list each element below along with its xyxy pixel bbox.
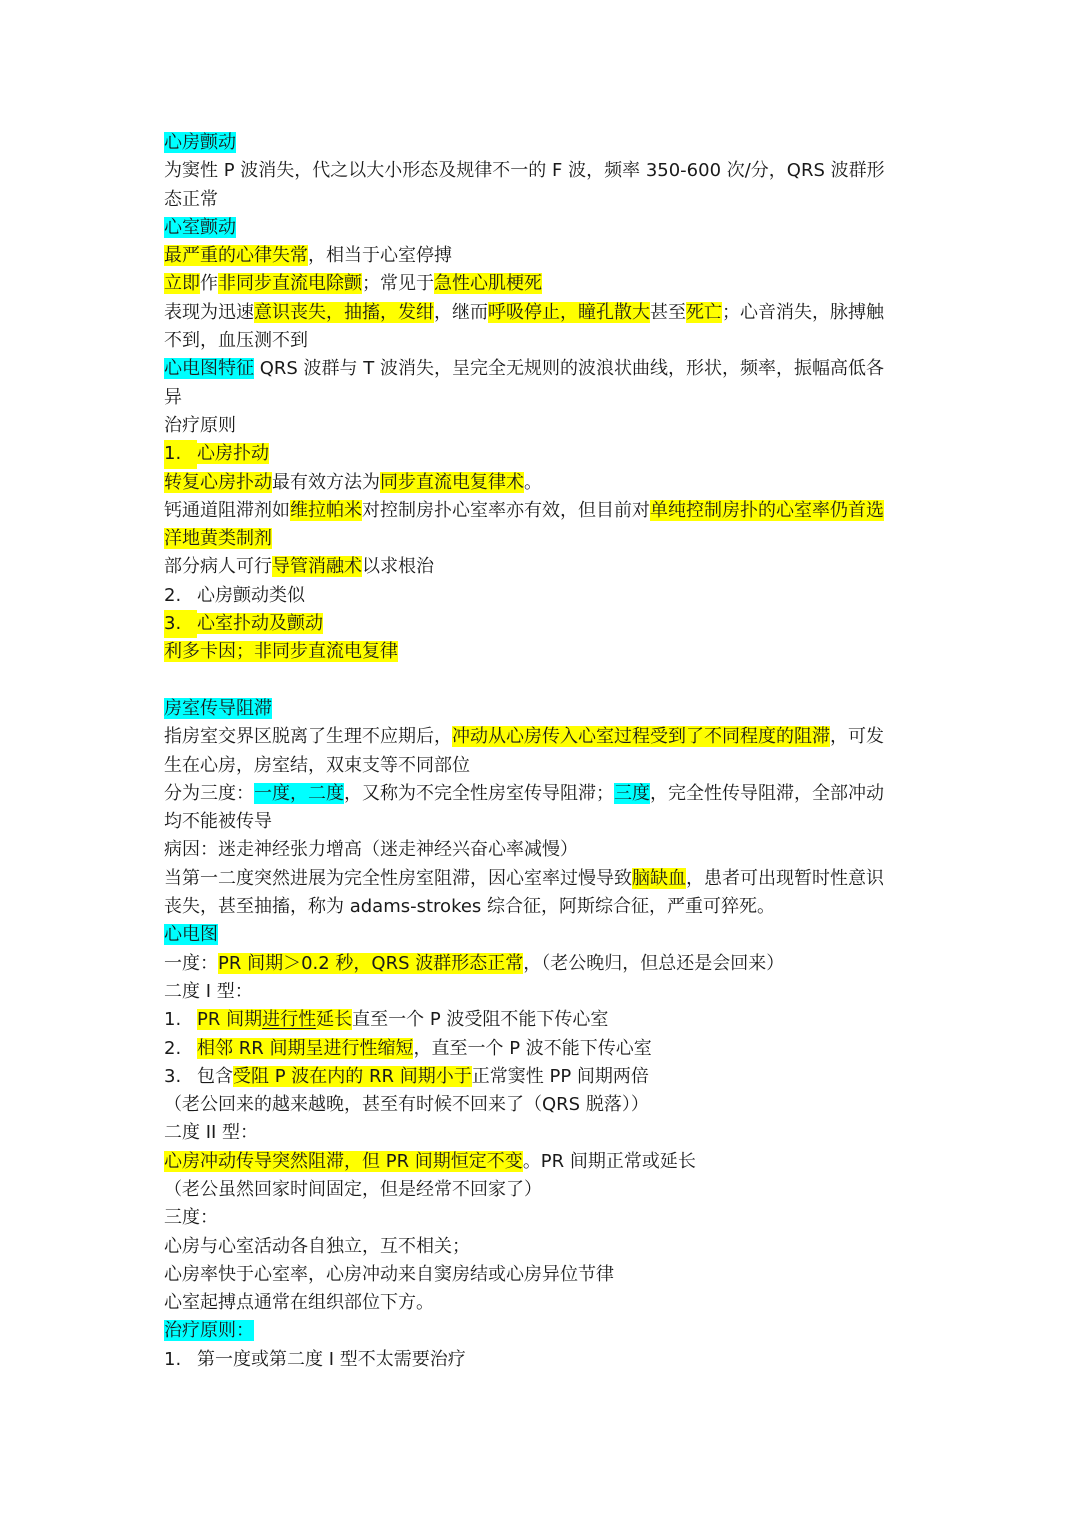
text-segment: 包含 [197, 1065, 233, 1087]
highlighted-text: 进行性 [262, 1009, 317, 1031]
highlighted-text: PR 间期＞0.2 秒，QRS 波群形态正常 [218, 952, 524, 974]
highlighted-text: 呼吸停止，瞳孔散大 [488, 301, 650, 323]
text-segment: 不到，血压测不到 [164, 330, 308, 352]
highlighted-text: 非同步直流电除颤 [218, 273, 362, 295]
highlighted-text: 立即 [164, 273, 200, 295]
text-segment: 均不能被传导 [164, 811, 272, 833]
highlighted-text: PR 间期 [197, 1009, 263, 1031]
text-segment: 分为三度： [164, 782, 254, 804]
list-number: 3. [164, 1065, 182, 1087]
highlighted-text: 洋地黄类制剂 [164, 528, 272, 550]
text-segment: 态正常 [164, 188, 218, 210]
text-line [164, 1006, 920, 1034]
text-line [164, 893, 920, 921]
text-line [164, 695, 920, 723]
text-line [164, 497, 920, 525]
highlighted-text: 维拉帕米 [290, 499, 362, 521]
text-segment: ，完全性传导阻滞，全部冲动 [650, 782, 884, 804]
text-line [164, 355, 920, 383]
highlighted-text: 心室扑动及颤动 [197, 613, 323, 635]
list-number: 2. [164, 584, 182, 606]
text-segment: 心房与心室活动各自独立，互不相关； [164, 1235, 470, 1257]
text-segment: 。 [524, 471, 542, 493]
highlighted-text: 心房扑动 [197, 443, 269, 465]
text-line [164, 723, 920, 751]
text-line [164, 921, 920, 949]
text-segment: 正常窦性 PP 间期两倍 [471, 1065, 649, 1087]
highlighted-text: 一度，二度 [254, 782, 344, 804]
text-line [164, 412, 920, 440]
text-segment: （老公虽然回家时间固定，但是经常不回家了） [164, 1178, 542, 1200]
highlighted-text: 单纯控制房扑的心室率仍首选 [650, 499, 884, 521]
text-segment: 三度： [164, 1207, 218, 1229]
text-line [164, 525, 920, 553]
text-line [164, 808, 920, 836]
text-line [164, 242, 920, 270]
text-segment: 部分病人可行 [164, 556, 272, 578]
text-segment: QRS 波群与 T 波消失，呈完全无规则的波浪状曲线，形状，频率，振幅高低各 [254, 358, 884, 380]
text-line [164, 1119, 920, 1147]
text-line [164, 1317, 920, 1345]
text-segment: ，直至一个 P 波不能下传心室 [413, 1037, 652, 1059]
text-line [164, 582, 920, 610]
highlighted-text: 冲动从心房传入心室过程受到了不同程度的阻滞 [452, 726, 830, 748]
text-segment: 甚至 [650, 301, 686, 323]
text-segment: 最有效方法为 [272, 471, 380, 493]
highlighted-text: 心电图 [164, 924, 218, 946]
highlighted-text: 利多卡因；非同步直流电复律 [164, 641, 398, 663]
list-number: 1. [164, 1348, 182, 1370]
highlighted-text: 三度 [614, 782, 650, 804]
text-line [164, 553, 920, 581]
text-segment: 心房颤动类似 [197, 584, 305, 606]
text-segment: 当第一二度突然进展为完全性房室阻滞，因心室率过慢导致 [164, 867, 632, 889]
highlighted-text: 转复心房扑动 [164, 471, 272, 493]
text-line [164, 270, 920, 298]
text-segment: ，继而 [434, 301, 488, 323]
text-segment: 以求根治 [362, 556, 434, 578]
text-line [164, 836, 920, 864]
highlighted-text: 急性心肌梗死 [434, 273, 542, 295]
text-line [164, 978, 920, 1006]
text-segment: ；心音消失，脉搏触 [722, 301, 884, 323]
text-line [164, 1346, 920, 1374]
text-segment: 心室起搏点通常在组织部位下方。 [164, 1292, 434, 1314]
text-segment: 心房率快于心室率，心房冲动来自窦房结或心房异位节律 [164, 1263, 614, 1285]
text-line [164, 440, 920, 468]
text-segment: 直至一个 P 波受阻不能下传心室 [352, 1009, 609, 1031]
text-line [164, 299, 920, 327]
list-number: 2. [164, 1037, 182, 1059]
list-number: 3. [164, 610, 197, 638]
text-line [164, 186, 920, 214]
text-segment: 治疗原则 [164, 414, 236, 436]
text-segment: ，（老公晚归，但总还是会回来） [523, 952, 785, 974]
text-segment: 病因：迷走神经张力增高（迷走神经兴奋心率减慢） [164, 839, 578, 861]
document-page [164, 129, 920, 1374]
highlighted-text: 导管消融术 [272, 556, 362, 578]
text-segment: 作 [200, 273, 218, 295]
text-segment: 对控制房扑心室率亦有效，但目前对 [362, 499, 650, 521]
text-line [164, 214, 920, 242]
highlighted-text: 死亡 [686, 301, 722, 323]
text-line [164, 1204, 920, 1232]
text-segment: 生在心房，房室结，双束支等不同部位 [164, 754, 470, 776]
text-segment: ，相当于心室停搏 [308, 245, 452, 267]
text-segment: 二度 I 型： [164, 980, 253, 1002]
text-line [164, 865, 920, 893]
highlighted-text: 受阻 P 波在内的 RR 间期小于 [233, 1065, 472, 1087]
highlighted-text: 相邻 RR 间期呈进行性缩短 [197, 1037, 414, 1059]
text-line [164, 638, 920, 666]
text-segment: （老公回来的越来越晚，甚至有时候不回来了（QRS 脱落）） [164, 1094, 649, 1116]
text-line [164, 1063, 920, 1091]
text-line [164, 780, 920, 808]
text-line [164, 157, 920, 185]
text-segment: 二度 II 型： [164, 1122, 259, 1144]
highlighted-text: 治疗原则： [164, 1320, 254, 1342]
text-segment: 为窦性 P 波消失，代之以大小形态及规律不一的 F 波，频率 350-600 次/分，QRS 波群形 [164, 160, 885, 182]
text-segment: 第一度或第二度 I 型不太需要治疗 [197, 1348, 466, 1370]
highlighted-text: 心房冲动传导突然阻滞，但 PR 间期恒定不变 [164, 1150, 523, 1172]
highlighted-text: 最严重的心律失常 [164, 245, 308, 267]
text-line [164, 1233, 920, 1261]
highlighted-text: 意识丧失，抽搐，发绀 [254, 301, 434, 323]
text-line [164, 327, 920, 355]
text-segment: 指房室交界区脱离了生理不应期后， [164, 726, 452, 748]
text-line [164, 384, 920, 412]
text-segment: 表现为迅速 [164, 301, 254, 323]
text-line [164, 1176, 920, 1204]
highlighted-text: 脑缺血 [632, 867, 686, 889]
text-segment: 一度： [164, 952, 218, 974]
text-line [164, 129, 920, 157]
text-line [164, 469, 920, 497]
text-line [164, 1091, 920, 1119]
text-segment: 异 [164, 386, 182, 408]
text-line [164, 610, 920, 638]
highlighted-text: 房室传导阻滞 [164, 697, 272, 719]
text-segment: 。PR 间期正常或延长 [522, 1150, 696, 1172]
highlighted-text: 心房颤动 [164, 132, 236, 153]
blank-line [164, 667, 920, 695]
highlighted-text: 延长 [316, 1009, 353, 1031]
highlighted-text: 心电图特征 [164, 358, 254, 380]
text-segment: ，可发 [830, 726, 884, 748]
text-segment: ，又称为不完全性房室传导阻滞； [344, 782, 614, 804]
text-line [164, 1035, 920, 1063]
text-segment: 丧失，甚至抽搐，称为 adams-strokes 综合征，阿斯综合征，严重可猝死。 [164, 896, 776, 918]
text-segment: ，患者可出现暂时性意识 [686, 867, 884, 889]
highlighted-text: 同步直流电复律术 [380, 471, 524, 493]
text-line [164, 1289, 920, 1317]
text-line [164, 950, 920, 978]
highlighted-text: 心室颤动 [164, 216, 236, 238]
text-line [164, 1148, 920, 1176]
text-segment: ；常见于 [362, 273, 434, 295]
list-number: 1. [164, 1009, 182, 1031]
text-line [164, 752, 920, 780]
list-number: 1. [164, 440, 197, 468]
text-line [164, 1261, 920, 1289]
text-segment: 钙通道阻滞剂如 [164, 499, 290, 521]
